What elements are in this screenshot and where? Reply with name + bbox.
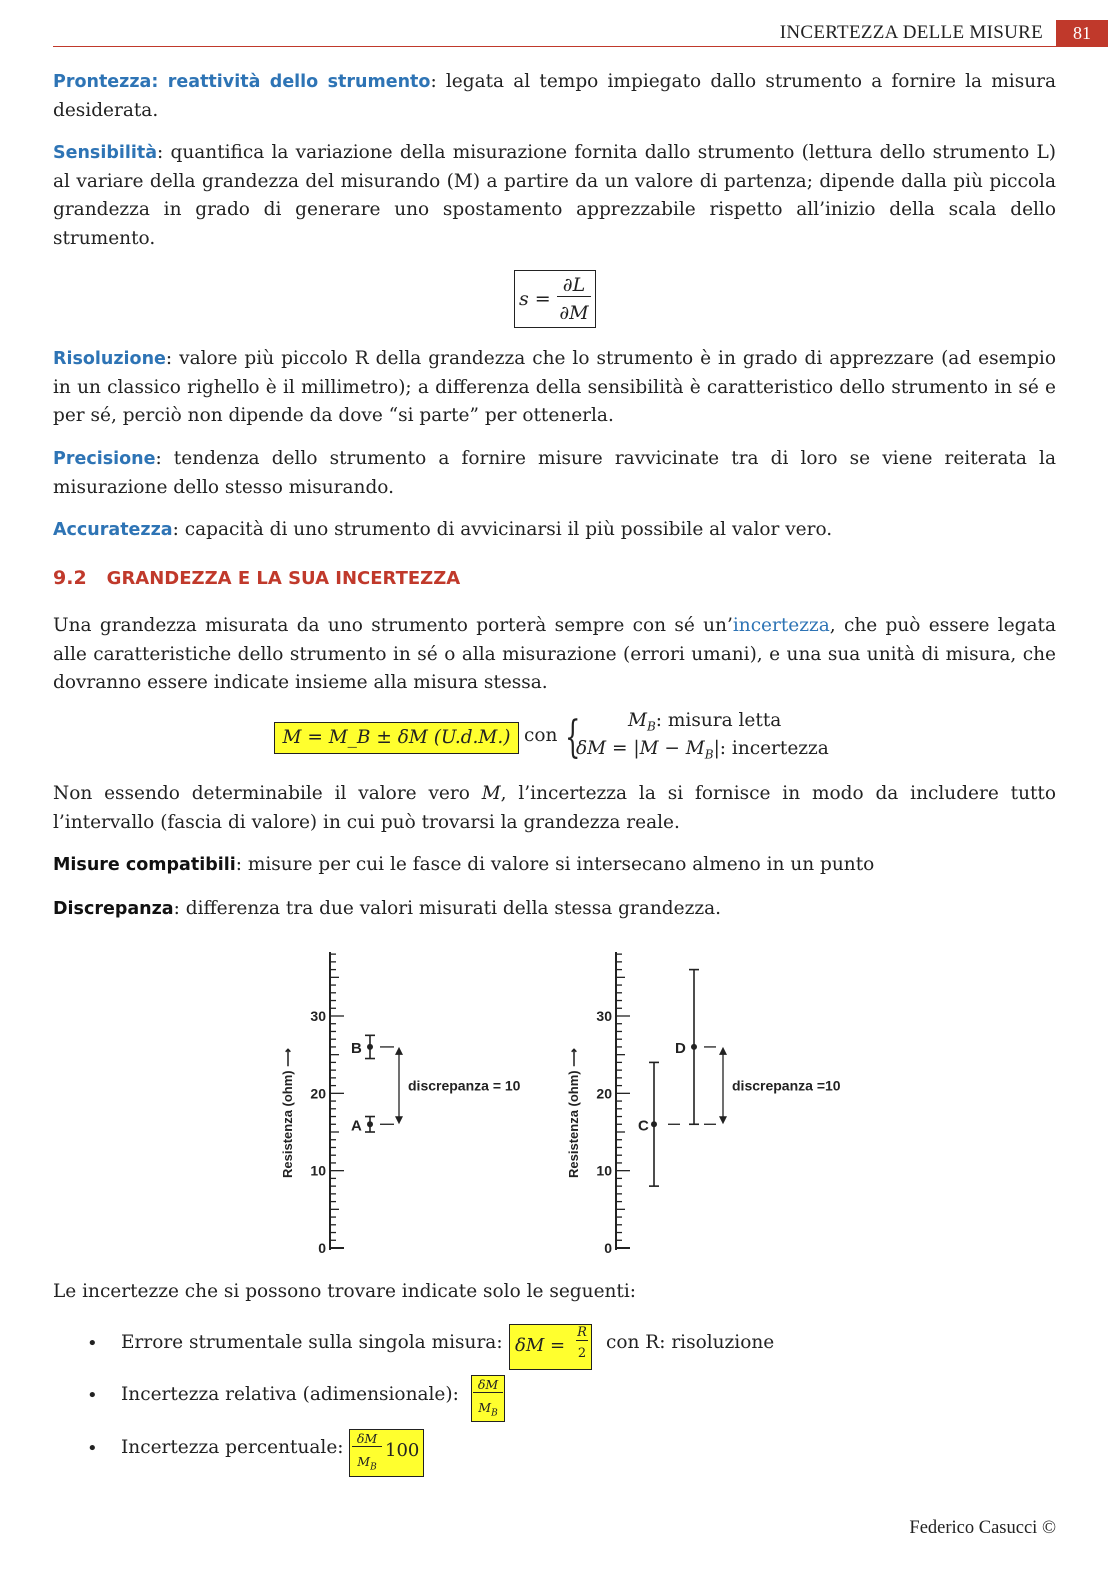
discrepancy-arrow-right-head-up [719,1047,727,1055]
definition-risoluzione [53,345,1056,431]
formula-line2-text: |: incertezza [713,738,829,759]
annotation-right: discrepanza =10 [732,1077,841,1094]
header-title: INCERTEZZA DELLE MISURE [779,22,1043,43]
term-discrepanza: Discrepanza [53,899,174,919]
formula-relative-uncertainty [471,1375,505,1422]
formula-item1-lhs: δM = [515,1335,566,1356]
formula-sensitivity-den: ∂M [559,302,589,324]
formula-main-line2 [576,738,829,762]
uncertainty-intro: Le incertezze che si possono trovare indicate solo le seguenti: [53,1281,637,1302]
tick-label: 0 [318,1240,326,1256]
definition-prontezza-text: : legata al tempo impiegato dallo strumento a fornire la misura desiderata. [53,71,1056,121]
discrepanza-text: : differenza tra due valori misurati della stessa grandezza. [173,898,721,919]
bullet-icon: • [87,1438,98,1459]
term-sensibilita: Sensibilità [53,143,158,163]
formula-sensitivity-lhs: s = [519,288,551,310]
term-prontezza: Prontezza: reattività dello strumento [53,72,431,92]
formula-line1-var: M [628,710,647,731]
uncertainty-item-1-after: con R: risoluzione [606,1332,775,1353]
uncertainty-item-2-label: Incertezza relativa (adimensionale): [121,1384,459,1405]
intro-before: Una grandezza misurata da uno strumento porterà sempre con sé un’ [53,615,733,636]
header-rule [53,46,1056,47]
uncertainty-item-3-label: Incertezza percentuale: [121,1437,344,1458]
definition-precisione [53,445,1056,502]
error-bar-a-point [367,1121,373,1127]
not-determinable-paragraph [53,780,1056,837]
formula-item1-den: 2 [577,1346,587,1361]
annotation-left: discrepanza = 10 [408,1077,521,1094]
not-determinable-before: Non essendo determinabile il valore vero [53,783,482,804]
section-heading [53,567,460,589]
formula-item1-num: R [577,1325,587,1340]
point-label-c: C [638,1117,649,1135]
formula-item2-num: δM [473,1377,503,1393]
tick-label: 30 [596,1008,612,1024]
definition-sensibilita [53,139,1056,253]
definition-accuratezza-text: : capacità di uno strumento di avvicinarsi il più possibile al valor vero. [172,519,833,540]
definition-misure-compatibili [53,851,1056,880]
y-axis-label: Resistenza (ohm) ⟶ [566,1048,581,1178]
panel-right [566,952,841,1256]
footer-author: Federico Casucci © [909,1518,1056,1538]
intro-after: , che può essere legata alle caratteristiche dello strumento in sé o alla misurazione (errori umani), e una sua unità di misura, che dovranno essere indicate insieme alla misura stessa. [53,615,1056,694]
formula-line2-expr: δM = |M − M [576,738,705,759]
formula-main-line1 [628,710,781,734]
tick-label: 20 [596,1085,612,1102]
uncertainty-item-1-label: Errore strumentale sulla singola misura: [121,1332,503,1353]
intro-highlight: incertezza [732,615,830,636]
not-determinable-var: M [481,783,501,804]
formula-item3-den: $M_B$ [357,1454,377,1473]
bullet-icon: • [87,1385,98,1406]
formula-sensitivity-num: ∂L [557,274,591,297]
formula-sensitivity [514,270,596,328]
tick-label: 30 [310,1008,326,1024]
not-determinable-after: , l’incertezza la si fornisce in modo da includere tutto l’intervallo (fascia di valore) in cui può trovarsi la grandezza reale. [53,783,1056,833]
tick-label: 0 [604,1240,612,1256]
definition-discrepanza [53,895,1056,924]
formula-main-con: con [524,725,558,746]
definition-prontezza [53,68,1056,125]
definition-risoluzione-text: : valore più piccolo R della grandezza che lo strumento è in grado di apprezzare (ad esempio in un classico righello è il millimetro); a differenza della sensibilità è caratteristico dello strumento in sé e per sé, perciò non dipende da dove “si parte” per ottenerla. [53,348,1056,427]
term-risoluzione: Risoluzione [53,349,166,369]
discrepancy-arrow-left-head-up [395,1047,403,1055]
point-label-a: A [351,1117,362,1135]
term-accuratezza: Accuratezza [53,520,173,540]
bullet-icon: • [87,1333,98,1354]
tick-label: 10 [596,1162,612,1179]
formula-line1-sub: B [646,719,656,734]
definition-accuratezza [53,516,1056,545]
term-precisione: Precisione [53,449,156,469]
term-misure-compatibili: Misure compatibili [53,855,236,875]
error-bar-b-point [367,1044,373,1050]
formula-item3-after: 100 [385,1440,420,1461]
misure-compatibili-text: : misure per cui le fasce di valore si intersecano almeno in un punto [235,854,875,875]
formula-item3-num: δM [352,1431,382,1447]
discrepancy-arrow-left-head-down [395,1116,403,1124]
section-number: 9.2 [53,567,87,589]
page-number: 81 [1056,20,1108,47]
intro-paragraph [53,612,1056,698]
discrepancy-figure [270,940,870,1260]
section-title: GRANDEZZA E LA SUA INCERTEZZA [106,568,461,589]
formula-percentage-uncertainty [349,1429,424,1477]
point-label-b: B [351,1039,362,1057]
tick-label: 10 [310,1162,326,1179]
brace-icon: { [565,712,581,763]
definition-precisione-text: : tendenza dello strumento a fornire misure ravvicinate tra di loro se viene reiterata la misurazione dello stesso misurando. [53,448,1056,498]
formula-main-boxed: M = M_B ± δM (U.d.M.) [274,722,519,754]
formula-item2-den: $M_B$ [478,1400,498,1419]
discrepancy-arrow-right-head-down [719,1116,727,1124]
error-bar-c-point [651,1121,657,1127]
formula-instrumental-error [509,1324,592,1370]
formula-line1-text: : misura letta [655,710,782,731]
definition-sensibilita-text: : quantifica la variazione della misurazione fornita dallo strumento (lettura dello strumento L) al variare della grandezza del misurando (M) a partire da un valore di partenza; dipende dalla più piccola grandezza in grado di generare uno spostamento apprezzabile rispetto all’inizio della scala dello strumento. [53,142,1056,249]
formula-line2-sub: B [704,747,714,762]
panel-left [280,952,521,1256]
error-bar-d-point [691,1044,697,1050]
point-label-d: D [675,1039,686,1057]
tick-label: 20 [310,1085,326,1102]
y-axis-label: Resistenza (ohm) ⟶ [280,1048,295,1178]
